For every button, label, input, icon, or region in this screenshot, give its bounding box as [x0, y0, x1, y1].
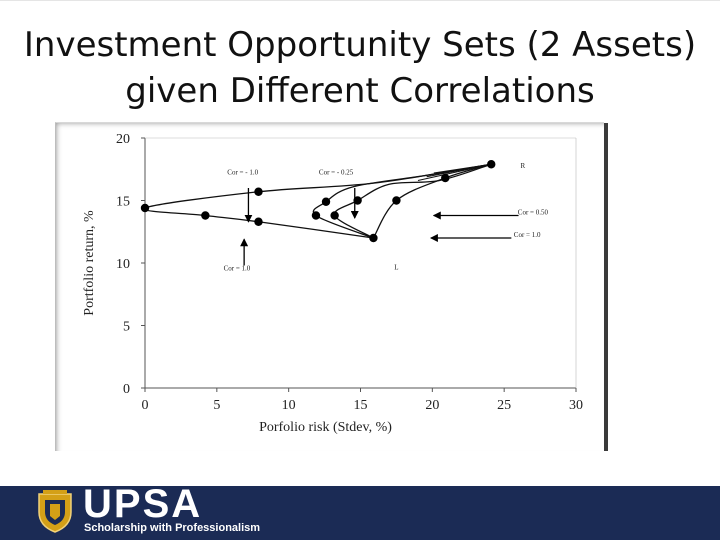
portfolio-point: [254, 218, 262, 226]
logo-text: UPSA: [83, 482, 203, 526]
portfolio-point: [322, 198, 330, 206]
portfolio-point: [254, 188, 262, 196]
x-tick-label: 25: [497, 398, 512, 413]
x-tick-label: 0: [141, 398, 149, 413]
portfolio-point: [487, 160, 495, 168]
portfolio-point: [141, 204, 149, 212]
y-tick-label: 15: [116, 194, 130, 210]
title-line-2: given Different Correlations: [125, 71, 595, 111]
x-tick-label: 30: [569, 398, 583, 413]
correlation-annotation-label: Cor = 0.50: [517, 208, 549, 217]
logo-tagline: Scholarship with Professionalism: [84, 522, 261, 534]
portfolio-point: [201, 211, 209, 219]
title-line-1: Investment Opportunity Sets (2 Assets): [23, 25, 697, 65]
portfolio-point: [392, 196, 400, 204]
curve-tangent-stroke: [418, 164, 491, 180]
upsa-crest-icon: [37, 490, 73, 534]
y-tick-label: 10: [116, 257, 130, 272]
top-border: [0, 0, 720, 1]
y-tick-label: 20: [116, 132, 130, 147]
asset-label: L: [394, 263, 399, 272]
chart-image-frame: [55, 122, 604, 451]
y-tick-label: 0: [123, 382, 130, 397]
portfolio-point: [441, 174, 449, 182]
portfolio-point: [330, 211, 338, 219]
x-tick-label: 15: [353, 398, 368, 413]
correlation-annotation-label: Cor = 1.0: [513, 230, 541, 239]
portfolio-point: [369, 234, 377, 242]
x-tick-label: 5: [213, 398, 221, 413]
correlation-annotation-label: Cor = 1.0: [223, 264, 251, 273]
slide-title: [0, 22, 720, 114]
x-axis-label: Porfolio risk (Stdev, %): [259, 420, 392, 435]
asset-label: R: [520, 162, 526, 170]
correlation-annotation-label: Cor = - 0.25: [318, 168, 354, 177]
y-axis-label: Portfolio return, %: [82, 210, 97, 316]
x-tick-label: 20: [425, 398, 440, 413]
y-tick-label: 5: [123, 319, 130, 335]
correlation-annotation-label: Cor = - 1.0: [227, 168, 259, 177]
portfolio-point: [312, 211, 320, 219]
x-tick-label: 10: [281, 398, 296, 413]
opportunity-set-chart: [56, 123, 604, 451]
